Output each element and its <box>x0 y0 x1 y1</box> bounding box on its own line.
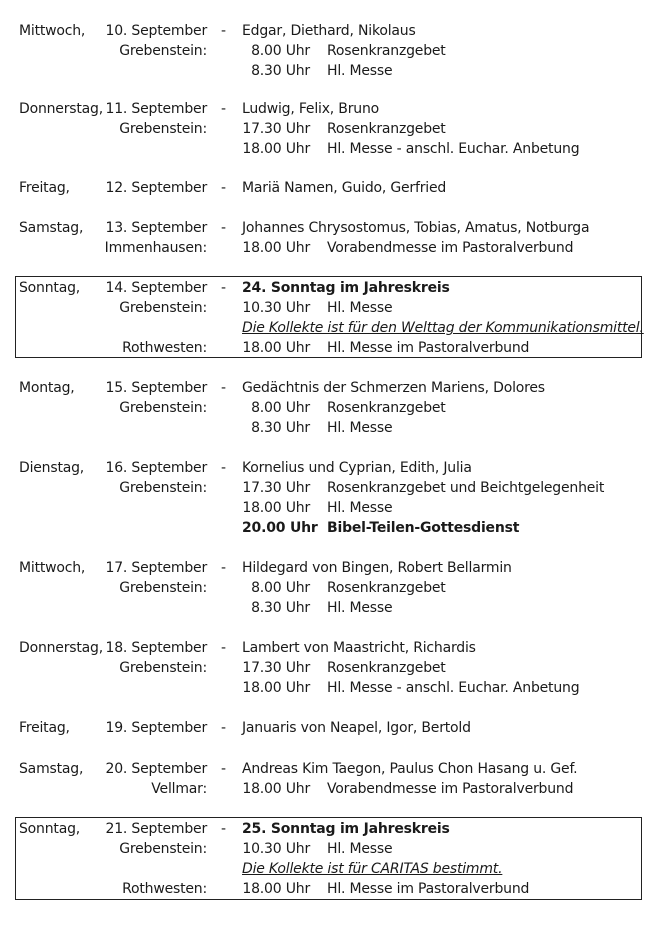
service-description: Hl. Messe <box>327 420 393 436</box>
service-time: 20.00 Uhr <box>242 520 318 536</box>
service-description: Rosenkranzgebet <box>327 121 446 137</box>
service-time: 18.00 Uhr <box>242 141 310 157</box>
saints-of-day: Kornelius und Cyprian, Edith, Julia <box>242 460 472 476</box>
service-time: 10.30 Uhr <box>242 841 310 857</box>
separator-dash: - <box>221 720 226 736</box>
sunday-title: 24. Sonntag im Jahreskreis <box>242 280 450 296</box>
service-description: Hl. Messe - anschl. Euchar. Anbetung <box>327 141 580 157</box>
separator-dash: - <box>221 640 226 656</box>
service-row <box>0 678 660 698</box>
entry-header <box>0 458 660 478</box>
separator-dash: - <box>221 23 226 39</box>
service-time: 17.30 Uhr <box>242 121 310 137</box>
saints-of-day: Mariä Namen, Guido, Gerfried <box>242 180 447 196</box>
service-row <box>0 119 660 139</box>
location: Vellmar: <box>151 781 207 797</box>
date: 15. September <box>105 380 207 396</box>
date: 13. September <box>105 220 207 236</box>
date: 10. September <box>105 23 207 39</box>
service-row <box>0 478 660 498</box>
weekday: Sonntag, <box>19 821 81 837</box>
entry-header <box>0 21 660 41</box>
service-row <box>0 658 660 678</box>
service-description: Hl. Messe <box>327 841 393 857</box>
entry-header <box>0 99 660 119</box>
entry-header <box>0 378 660 398</box>
saints-of-day: Lambert von Maastricht, Richardis <box>242 640 476 656</box>
saints-of-day: Hildegard von Bingen, Robert Bellarmin <box>242 560 512 576</box>
service-description: Hl. Messe <box>327 600 393 616</box>
entry-header <box>0 638 660 658</box>
date: 19. September <box>105 720 207 736</box>
weekday: Freitag, <box>19 180 70 196</box>
service-row <box>0 598 660 618</box>
separator-dash: - <box>221 280 226 296</box>
date: 18. September <box>105 640 207 656</box>
location: Grebenstein: <box>119 121 207 137</box>
date: 12. September <box>105 180 207 196</box>
service-row <box>0 839 660 859</box>
service-time: 18.00 Uhr <box>242 781 310 797</box>
service-description: Hl. Messe <box>327 500 393 516</box>
service-description: Rosenkranzgebet <box>327 400 446 416</box>
sunday-title: 25. Sonntag im Jahreskreis <box>242 821 450 837</box>
service-time: 18.00 Uhr <box>242 240 310 256</box>
collection-note-row <box>0 859 660 879</box>
service-row <box>0 139 660 159</box>
saints-of-day: Andreas Kim Taegon, Paulus Chon Hasang u. Gef. <box>242 761 578 777</box>
saints-of-day: Johannes Chrysostomus, Tobias, Amatus, Notburga <box>242 220 590 236</box>
service-time: 8.00 Uhr <box>251 43 310 59</box>
date: 20. September <box>105 761 207 777</box>
date: 11. September <box>105 101 207 117</box>
location: Grebenstein: <box>119 841 207 857</box>
weekday: Samstag, <box>19 761 84 777</box>
separator-dash: - <box>221 101 226 117</box>
separator-dash: - <box>221 761 226 777</box>
service-row <box>0 298 660 318</box>
service-time: 10.30 Uhr <box>242 300 310 316</box>
service-time: 8.30 Uhr <box>251 420 310 436</box>
saints-of-day: Ludwig, Felix, Bruno <box>242 101 379 117</box>
service-time: 8.30 Uhr <box>251 600 310 616</box>
service-row <box>0 338 660 358</box>
collection-note: Die Kollekte ist für den Welttag der Kommunikationsmittel. <box>242 320 644 336</box>
service-row <box>0 779 660 799</box>
separator-dash: - <box>221 460 226 476</box>
separator-dash: - <box>221 821 226 837</box>
entry-header <box>0 819 660 839</box>
service-row <box>0 61 660 81</box>
weekday: Donnerstag, <box>19 640 103 656</box>
location: Rothwesten: <box>122 881 207 897</box>
entry-header <box>0 278 660 298</box>
service-description: Hl. Messe im Pastoralverbund <box>327 881 530 897</box>
entry-header <box>0 558 660 578</box>
entry-header <box>0 218 660 238</box>
service-time: 18.00 Uhr <box>242 500 310 516</box>
date: 17. September <box>105 560 207 576</box>
date: 21. September <box>105 821 207 837</box>
service-description: Vorabendmesse im Pastoralverbund <box>327 240 574 256</box>
weekday: Mittwoch, <box>19 23 86 39</box>
service-time: 8.00 Uhr <box>251 580 310 596</box>
location: Grebenstein: <box>119 43 207 59</box>
service-description: Vorabendmesse im Pastoralverbund <box>327 781 574 797</box>
collection-note: Die Kollekte ist für CARITAS bestimmt. <box>242 861 503 877</box>
service-description: Hl. Messe - anschl. Euchar. Anbetung <box>327 680 580 696</box>
entry-header <box>0 759 660 779</box>
service-row <box>0 578 660 598</box>
service-time: 18.00 Uhr <box>242 881 310 897</box>
service-description: Rosenkranzgebet <box>327 43 446 59</box>
collection-note-row <box>0 318 660 338</box>
date: 16. September <box>105 460 207 476</box>
separator-dash: - <box>221 220 226 236</box>
weekday: Mittwoch, <box>19 560 86 576</box>
service-description: Hl. Messe <box>327 300 393 316</box>
saints-of-day: Gedächtnis der Schmerzen Mariens, Dolores <box>242 380 545 396</box>
service-description: Hl. Messe im Pastoralverbund <box>327 340 530 356</box>
location: Immenhausen: <box>104 240 207 256</box>
service-time: 8.00 Uhr <box>251 400 310 416</box>
service-row <box>0 238 660 258</box>
service-time: 18.00 Uhr <box>242 680 310 696</box>
service-description: Rosenkranzgebet <box>327 580 446 596</box>
service-description: Hl. Messe <box>327 63 393 79</box>
weekday: Freitag, <box>19 720 70 736</box>
service-description: Rosenkranzgebet und Beichtgelegenheit <box>327 480 605 496</box>
service-row <box>0 41 660 61</box>
service-row <box>0 879 660 899</box>
service-row <box>0 418 660 438</box>
weekday: Dienstag, <box>19 460 85 476</box>
service-row <box>0 398 660 418</box>
location: Grebenstein: <box>119 480 207 496</box>
location: Grebenstein: <box>119 580 207 596</box>
separator-dash: - <box>221 560 226 576</box>
location: Rothwesten: <box>122 340 207 356</box>
service-row <box>0 518 660 538</box>
service-description: Bibel-Teilen-Gottesdienst <box>327 520 520 536</box>
separator-dash: - <box>221 180 226 196</box>
separator-dash: - <box>221 380 226 396</box>
weekday: Samstag, <box>19 220 84 236</box>
service-description: Rosenkranzgebet <box>327 660 446 676</box>
weekday: Montag, <box>19 380 75 396</box>
location: Grebenstein: <box>119 400 207 416</box>
entry-header <box>0 178 660 198</box>
service-time: 17.30 Uhr <box>242 480 310 496</box>
location: Grebenstein: <box>119 660 207 676</box>
saints-of-day: Januaris von Neapel, Igor, Bertold <box>242 720 471 736</box>
weekday: Sonntag, <box>19 280 81 296</box>
location: Grebenstein: <box>119 300 207 316</box>
service-time: 18.00 Uhr <box>242 340 310 356</box>
weekday: Donnerstag, <box>19 101 103 117</box>
service-time: 17.30 Uhr <box>242 660 310 676</box>
entry-header <box>0 718 660 738</box>
service-row <box>0 498 660 518</box>
saints-of-day: Edgar, Diethard, Nikolaus <box>242 23 416 39</box>
service-time: 8.30 Uhr <box>251 63 310 79</box>
date: 14. September <box>105 280 207 296</box>
